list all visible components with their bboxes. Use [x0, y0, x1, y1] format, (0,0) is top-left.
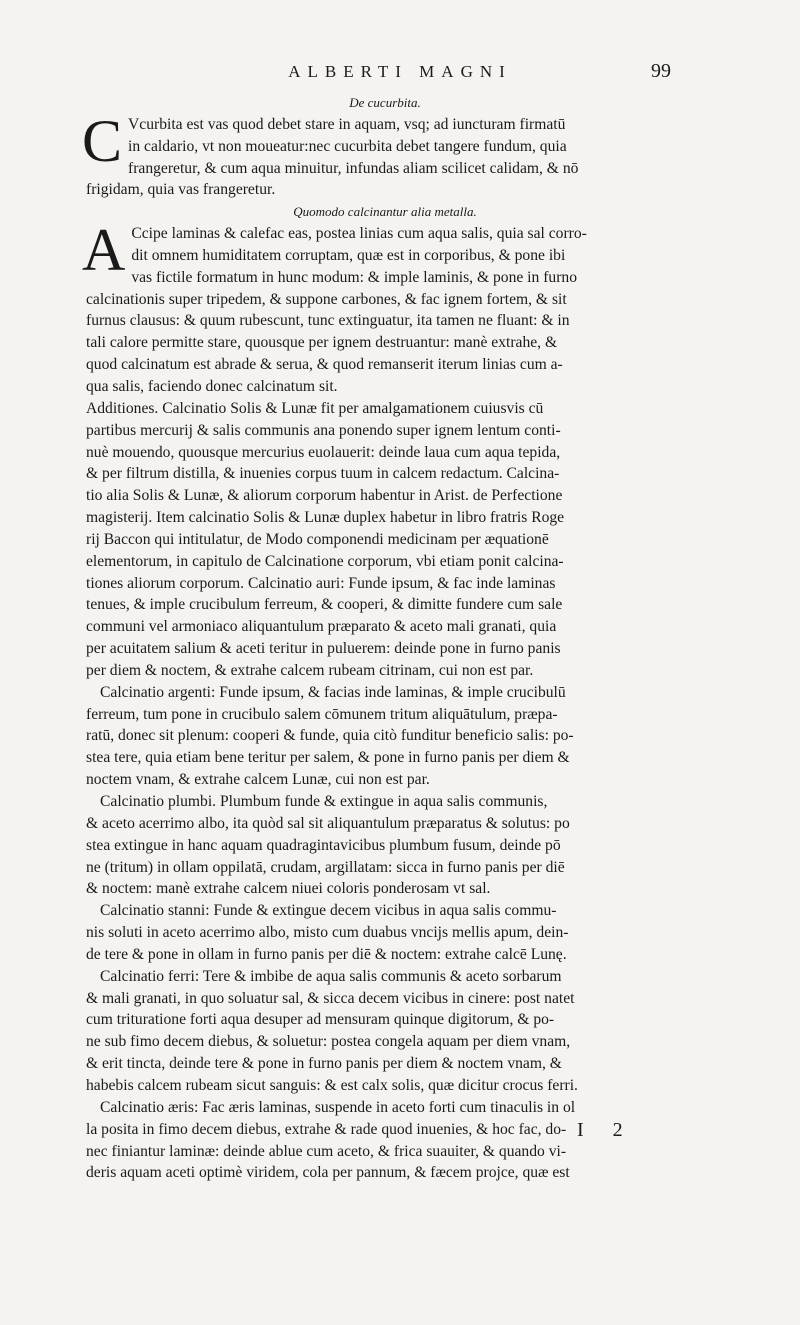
- text-line: tio alia Solis & Lunæ, & aliorum corporum habentur in Arist. de Perfectione: [86, 487, 563, 505]
- text-section: [86, 398, 684, 682]
- running-head: ALBERTI MAGNI: [288, 62, 512, 81]
- text-line: frangeretur, & cum aqua minuitur, infundas aliam scilicet calidam, & nō: [128, 159, 579, 177]
- dropcap-paragraph: [82, 217, 684, 289]
- text-line: deris aquam aceti optimè viridem, cola per pannum, & fæcem projce, quæ est: [86, 1164, 570, 1182]
- text-line: vas fictile formatum in hunc modum: & imple laminis, & pone in furno: [131, 268, 577, 286]
- section-heading: De cucurbita.: [349, 95, 421, 110]
- text-line: nis soluti in aceto acerrimo albo, misto cum duabus vncijs mellis apum, dein-: [86, 924, 569, 942]
- text-line: ratū, donec sit plenum: cooperi & funde, quia citò funditur beneficio salis: po-: [86, 727, 574, 745]
- text-line: Calcinatio argenti: Funde ipsum, & facias inde laminas, & imple crucibulū: [100, 683, 566, 701]
- hang-lines: [131, 223, 684, 289]
- body-text: [82, 92, 684, 1184]
- text-line: & aceto acerrimo albo, ita quòd sal sit aliquantulum præparatus & solutus: po: [86, 814, 570, 832]
- text-line: Calcinatio ferri: Tere & imbibe de aqua salis communis & aceto sorbarum: [100, 967, 562, 985]
- text-line: stea extingue in hanc aquam quadragintavicibus plumbum fusum, deinde pō: [86, 836, 561, 854]
- text-line: calcinationis super tripedem, & suppone carbones, & fac ignem fortem, & sit: [86, 290, 567, 308]
- text-section: [86, 682, 684, 791]
- text-line: tiones aliorum corporum. Calcinatio auri: Funde ipsum, & fac inde laminas: [86, 574, 556, 592]
- text-line: Calcinatio æris: Fac æris laminas, suspende in aceto forti cum tinaculis in ol: [100, 1098, 576, 1116]
- text-line: nuè mouendo, quousque mercurius euolauerit: deinde laua cum aqua tepida,: [86, 443, 561, 461]
- text-line: elementorum, in capitulo de Calcinatione corporum, vbi etiam ponit calcina-: [86, 552, 564, 570]
- text-line: dit omnem humiditatem corruptam, quæ est in corporibus, & pone ibi: [131, 246, 566, 264]
- text-line: magisterij. Item calcinatio Solis & Lunæ duplex habetur in libro fratris Roge: [86, 509, 565, 527]
- section-heading: Quomodo calcinantur alia metalla.: [293, 204, 477, 220]
- text-line: frigidam, quia vas frangeretur.: [86, 181, 276, 199]
- text-line: & erit tincta, deinde tere & pone in furno panis per diem & noctem vnam, &: [86, 1055, 562, 1073]
- text-line: de tere & pone in ollam in furno panis per diē & noctem: extrahe calcē Lunę.: [86, 945, 567, 963]
- text-line: Calcinatio stanni: Funde & extingue decem vicibus in aqua salis commu-: [100, 902, 557, 920]
- text-line: habebis calcem rubeam sicut sanguis: & est calx solis, quæ dicitur crocus ferri.: [86, 1076, 578, 1094]
- text-line: Ccipe laminas & calefac eas, postea linias cum aqua salis, quia sal corro-: [131, 225, 587, 243]
- text-line: Additiones. Calcinatio Solis & Lunæ fit per amalgamationem cuiusvis cū: [86, 399, 544, 417]
- text-line: ferreum, tum pone in crucibulo salem cōmunem tritum aliquātulum, præpa-: [86, 705, 558, 723]
- text-line: rij Baccon qui intitulatur, de Modo componendi medicinam per æquationē: [86, 530, 549, 548]
- text-line: ne (tritum) in ollam oppilatā, crudam, argillatam: sicca in furno panis per diē: [86, 858, 565, 876]
- text-line: & mali granati, in quo soluatur sal, & sicca decem vicibus in cinere: post natet: [86, 989, 575, 1007]
- text-line: la posita in fimo decem diebus, extrahe & rade quod inuenies, & hoc fac, do-: [86, 1120, 567, 1138]
- text-line: quod calcinatum est abrade & serua, & quod remanserit iterum linias cum a-: [86, 356, 563, 374]
- text-section: [82, 201, 684, 398]
- text-line: tenues, & imple crucibulum ferreum, & cooperi, & dimitte fundere cum sale: [86, 596, 563, 614]
- text-section: [86, 791, 684, 900]
- signature-mark: I 2: [577, 1119, 635, 1141]
- text-line: stea tere, quia etiam bene teritur per salem, & pone in furno panis per diem &: [86, 749, 570, 767]
- text-line: in caldario, vt non moueatur:nec cucurbita debet tangere fundum, quia: [128, 137, 567, 155]
- text-line: & per filtrum distilla, & inuenies corpus tuum in calcem redactum. Calcina-: [86, 465, 560, 483]
- text-line: furnus clausus: & quum rubescunt, tunc extinguatur, ita tamen ne fluant: & in: [86, 312, 570, 330]
- text-line: ne sub fimo decem diebus, & soluetur: postea congela aquam per diem vnam,: [86, 1033, 571, 1051]
- page-number: 99: [651, 60, 671, 82]
- text-section: [82, 92, 684, 201]
- text-line: nec finiantur laminæ: deinde ablue cum aceto, & frica suauiter, & quando vi-: [86, 1142, 567, 1160]
- text-line: & noctem: manè extrahe calcem niuei coloris ponderosam vt sal.: [86, 880, 491, 898]
- text-line: per diem & noctem, & extrahe calcem rubeam citrinam, cui non est par.: [86, 661, 534, 679]
- text-line: qua salis, faciendo donec calcinatum sit.: [86, 377, 338, 395]
- drop-capital: A: [82, 217, 126, 284]
- text-line: communi vel armoniaco aliquantulum præparato & aceto mali granati, quia: [86, 618, 557, 636]
- text-section: [86, 900, 684, 966]
- hang-lines: [128, 114, 684, 180]
- text-line: tali calore permitte stare, quousque per ignem destruantur: manè extrahe, &: [86, 334, 558, 352]
- text-line: per acuitatem salium & aceti teritur in puluerem: deinde pone in furno panis: [86, 640, 561, 658]
- text-line: noctem vnam, & extrahe calcem Lunæ, cui non est par.: [86, 771, 430, 789]
- text-line: partibus mercurij & salis communis ana ponendo super ignem lentum conti-: [86, 421, 561, 439]
- text-line: Calcinatio plumbi. Plumbum funde & extingue in aqua salis communis,: [100, 793, 548, 810]
- text-line: cum trituratione forti aqua desuper ad mensuram quinque digitorum, & po-: [86, 1011, 555, 1029]
- dropcap-paragraph: [82, 107, 684, 180]
- drop-capital: C: [82, 107, 123, 174]
- text-line: Vcurbita est vas quod debet stare in aquam, vsq; ad iuncturam firmatū: [128, 115, 566, 133]
- text-section: [86, 966, 684, 1097]
